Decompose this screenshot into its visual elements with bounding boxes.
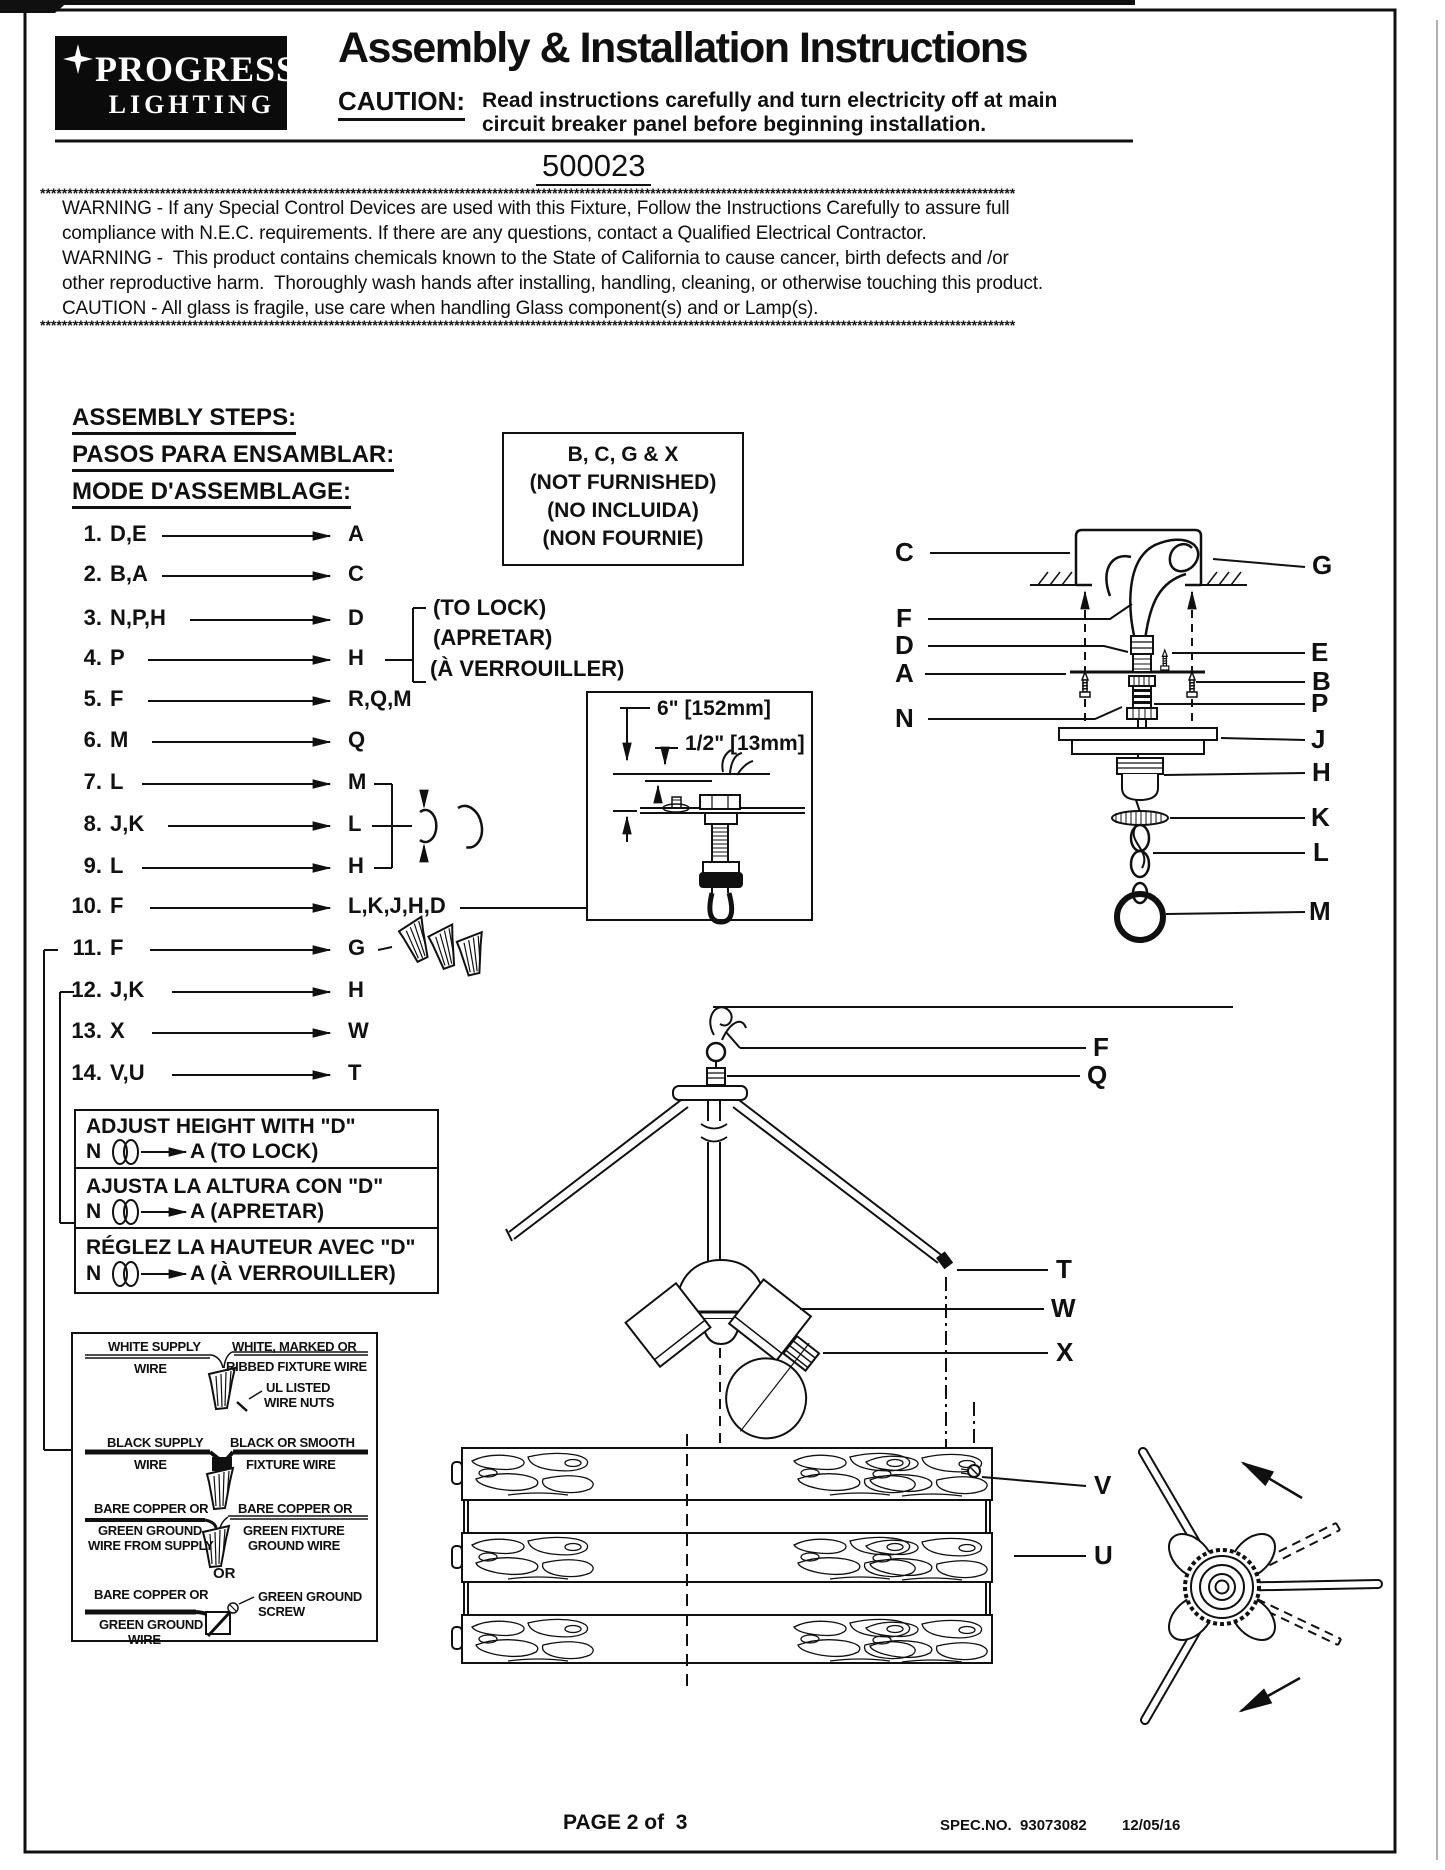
part-label-u: U <box>1094 1540 1113 1570</box>
adjust-n-fr: N <box>86 1262 102 1285</box>
part-label-m: M <box>1309 896 1331 926</box>
wiring-black-supply-1: BLACK SUPPLY <box>107 1435 204 1450</box>
step-from: F <box>110 893 124 918</box>
step-to: H <box>348 853 364 878</box>
assembly-step-11 <box>58 935 678 965</box>
step-to: R,Q,M <box>348 686 412 711</box>
progress-cross-icon <box>63 44 93 74</box>
step-from: F <box>110 935 124 960</box>
part-label-a: A <box>895 658 914 688</box>
step-from: L <box>110 769 124 794</box>
assembly-step-14 <box>58 1060 678 1090</box>
part-label-g: G <box>1312 550 1333 580</box>
adjust-result-es: A (APRETAR) <box>190 1200 325 1223</box>
part-label-n: N <box>895 703 914 733</box>
assembly-heading-fr: MODE D'ASSEMBLAGE: <box>72 479 351 509</box>
step-number: 3. <box>83 605 102 630</box>
wiring-black-fixture-1: BLACK OR SMOOTH <box>230 1435 355 1450</box>
part-label-d: D <box>895 630 914 660</box>
step-number: 9. <box>83 853 102 878</box>
adjust-title-es: AJUSTA LA ALTURA CON "D" <box>86 1175 384 1198</box>
adjust-result-en: A (TO LOCK) <box>190 1140 319 1163</box>
wiring-white-supply-1: WHITE SUPPLY <box>108 1339 201 1354</box>
star-separator-top: *********************************************************************************************************************************************************************************** <box>40 188 1016 201</box>
step-number: 7. <box>83 769 102 794</box>
part-label-f: F <box>896 603 912 633</box>
warning-line3: WARNING - This product contains chemicals known to the State of California to cause cancer, birth defects and /or <box>62 248 1009 269</box>
footer-page-number: PAGE 2 of 3 <box>563 1811 688 1834</box>
step-number: 13. <box>71 1018 102 1043</box>
part-label-h: H <box>1312 757 1331 787</box>
not-furnished-parts: B, C, G & X <box>567 443 679 466</box>
part-label-mid-x: X <box>1056 1337 1074 1367</box>
wiring-ground-supply-2: GREEN GROUND <box>98 1523 203 1538</box>
step-from: P <box>110 645 125 670</box>
star-separator-bottom: *********************************************************************************************************************************************************************************** <box>40 320 1016 333</box>
wiring-white-supply-2: WIRE <box>134 1361 167 1376</box>
warning-line2: compliance with N.E.C. requirements. If there are any questions, contact a Qualified Electrical Contractor. <box>62 223 927 244</box>
step-to: L,K,J,H,D <box>348 893 446 918</box>
step-to: M <box>348 769 367 794</box>
progress-lighting-logo <box>55 36 298 130</box>
wiring-black-fixture-2: FIXTURE WIRE <box>246 1457 336 1472</box>
assembly-step-12 <box>58 977 678 1007</box>
step-from: D,E <box>110 521 147 546</box>
assembly-step-7 <box>58 769 678 799</box>
step-from: J,K <box>110 977 145 1002</box>
part-label-k: K <box>1311 802 1330 832</box>
wiring-black-supply-2: WIRE <box>134 1457 167 1472</box>
wiring-white-fixture-1: WHITE, MARKED OR <box>232 1339 357 1354</box>
model-number: 500023 <box>536 150 651 186</box>
adjust-result-fr: A (À VERROUILLER) <box>190 1262 396 1285</box>
step-number: 5. <box>83 686 102 711</box>
step-number: 10. <box>71 893 102 918</box>
dimension-6in: 6" [152mm] <box>657 697 771 720</box>
wiring-white-fixture-2: RIBBED FIXTURE WIRE <box>226 1359 367 1374</box>
step-to: G <box>348 935 366 960</box>
dimension-half-in: 1/2" [13mm] <box>685 732 805 755</box>
part-label-b: B <box>1312 666 1331 696</box>
logo-text-lighting: LIGHTING <box>108 90 275 119</box>
step-to: D <box>348 605 364 630</box>
assembly-step-2 <box>58 561 678 591</box>
part-label-v: V <box>1094 1470 1112 1500</box>
step-number: 2. <box>83 561 102 586</box>
step4-note-es: (APRETAR) <box>433 625 553 650</box>
step-number: 1. <box>83 521 102 546</box>
step-from: J,K <box>110 811 145 836</box>
part-label-c: C <box>895 537 914 567</box>
adjust-n-es: N <box>86 1200 102 1223</box>
step4-note-en: (TO LOCK) <box>433 595 547 620</box>
adjust-title-en: ADJUST HEIGHT WITH "D" <box>86 1115 356 1138</box>
step-to: H <box>348 645 364 670</box>
assembly-step-9 <box>58 853 678 883</box>
part-label-j: J <box>1311 724 1326 754</box>
warning-line4: other reproductive harm. Thoroughly wash hands after installing, handling, cleaning, or otherwise touching this product. <box>62 273 1043 294</box>
step-to: C <box>348 561 364 586</box>
part-label-mid-f: F <box>1093 1032 1109 1062</box>
wiring-ground-fixture-1: BARE COPPER OR <box>238 1501 353 1516</box>
step-to: T <box>348 1060 362 1085</box>
logo-text-progress: PROGRESS <box>95 49 298 89</box>
step-from: F <box>110 686 124 711</box>
step-from: L <box>110 853 124 878</box>
wiring-ground-supply-3: WIRE FROM SUPPLY <box>88 1538 214 1553</box>
shade-diagram <box>452 1434 1086 1692</box>
warning-line5: CAUTION - All glass is fragile, use care when handling Glass component(s) and or Lamp(s). <box>62 298 819 319</box>
part-label-mid-w: W <box>1051 1293 1076 1323</box>
upper-diagram <box>925 530 1305 940</box>
part-label-l: L <box>1313 837 1329 867</box>
assembly-step-10 <box>58 893 678 923</box>
step-from: B,A <box>110 561 148 586</box>
step-to: W <box>348 1018 369 1043</box>
not-furnished-es: (NO INCLUIDA) <box>547 499 699 522</box>
footer-date: 12/05/16 <box>1122 1817 1181 1834</box>
part-label-p: P <box>1311 688 1329 718</box>
step-number: 6. <box>83 727 102 752</box>
step4-note-fr: (À VERROUILLER) <box>430 656 625 681</box>
step-number: 11. <box>72 935 102 960</box>
spider-diagram <box>1143 1452 1378 1720</box>
assembly-heading-es: PASOS PARA ENSAMBLAR: <box>72 442 394 472</box>
assembly-step-6 <box>58 727 678 757</box>
wiring-ground-screw-2: SCREW <box>258 1604 305 1619</box>
wiring-ground-screw-1: GREEN GROUND <box>258 1589 363 1604</box>
assembly-step-13 <box>58 1018 678 1048</box>
not-furnished-note <box>503 433 743 565</box>
caution-line2: circuit breaker panel before beginning installation. <box>482 113 987 136</box>
wiring-ground-wire-2: GREEN GROUND <box>99 1617 204 1632</box>
adjust-n-en: N <box>86 1140 102 1163</box>
wiring-ground-fixture-3: GROUND WIRE <box>248 1538 341 1553</box>
page-title: Assembly & Installation Instructions <box>338 24 1028 72</box>
step-to: H <box>348 977 364 1002</box>
assembly-heading-en: ASSEMBLY STEPS: <box>72 405 296 435</box>
step-to: A <box>348 521 364 546</box>
assembly-step-3 <box>58 605 678 635</box>
step-number: 14. <box>71 1060 102 1085</box>
assembly-step-8 <box>58 811 678 841</box>
step-number: 12. <box>71 977 102 1002</box>
wiring-ground-fixture-2: GREEN FIXTURE <box>243 1523 345 1538</box>
wiring-ground-wire-1: BARE COPPER OR <box>94 1587 209 1602</box>
footer-spec-number: SPEC.NO. 93073082 <box>940 1817 1087 1834</box>
step-to: Q <box>348 727 366 752</box>
part-label-e: E <box>1311 637 1329 667</box>
step-from: N,P,H <box>110 605 166 630</box>
step-from: X <box>110 1018 125 1043</box>
step-number: 4. <box>83 645 102 670</box>
step-number: 8. <box>83 811 102 836</box>
part-label-mid-q: Q <box>1087 1060 1108 1090</box>
wiring-ground-wire-3: WIRE <box>128 1632 161 1647</box>
step-to: L <box>348 811 362 836</box>
caution-label: CAUTION: <box>338 88 465 121</box>
assembly-step-5 <box>58 686 678 716</box>
adjust-title-fr: RÉGLEZ LA HAUTEUR AVEC "D" <box>86 1236 416 1259</box>
wiring-wire-nuts: WIRE NUTS <box>264 1395 335 1410</box>
wiring-ul-listed: UL LISTED <box>266 1380 331 1395</box>
wiring-ground-supply-1: BARE COPPER OR <box>94 1501 209 1516</box>
step-from: V,U <box>110 1060 145 1085</box>
not-furnished-en: (NOT FURNISHED) <box>529 471 717 494</box>
part-label-mid-t: T <box>1056 1254 1072 1284</box>
wiring-or: OR <box>213 1565 236 1582</box>
step-from: M <box>110 727 129 752</box>
not-furnished-fr: (NON FOURNIE) <box>542 527 704 550</box>
caution-line1: Read instructions carefully and turn electricity off at main <box>482 89 1058 112</box>
warning-line1: WARNING - If any Special Control Devices are used with this Fixture, Follow the Instructions Carefully to assure full <box>62 198 1010 219</box>
